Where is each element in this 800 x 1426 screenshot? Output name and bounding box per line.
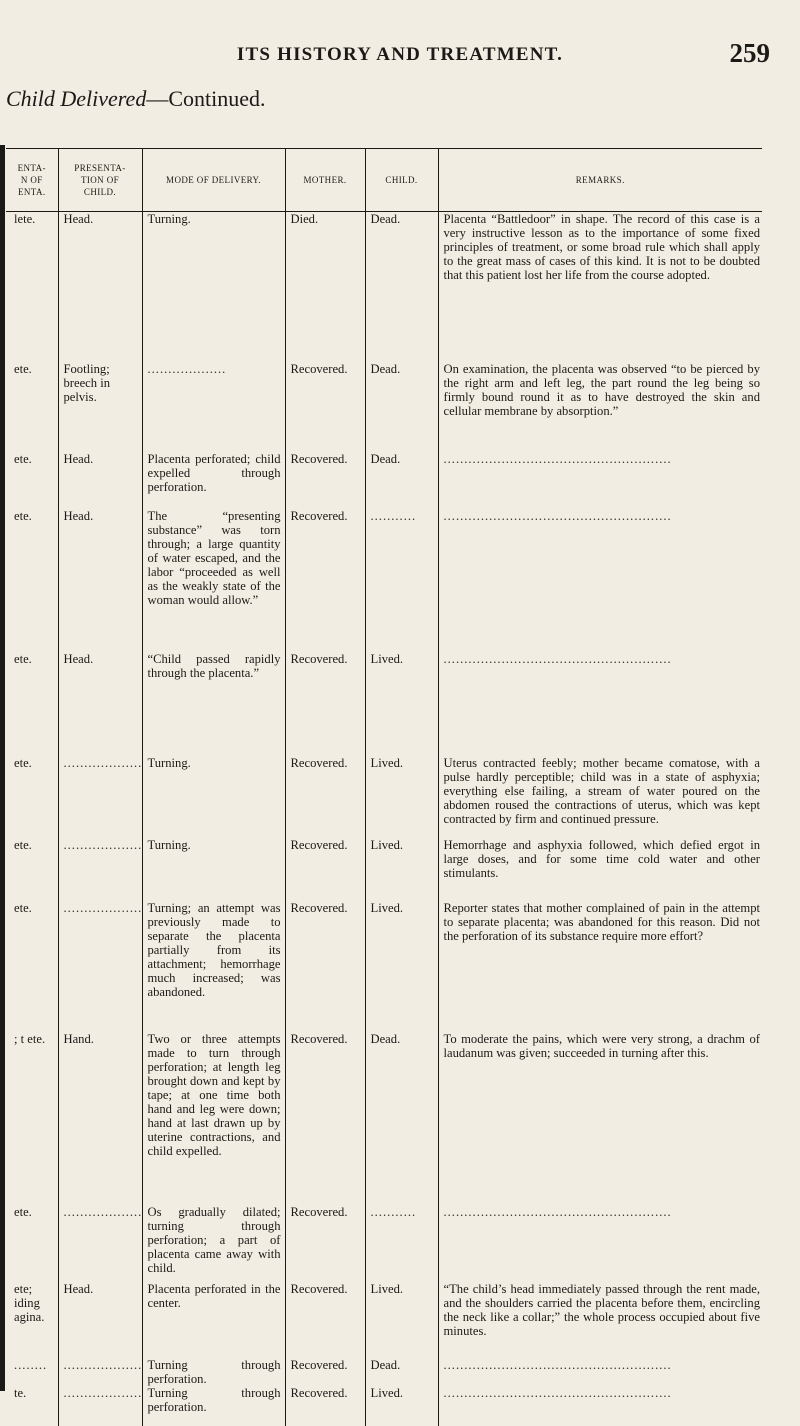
cell-delivery: “Child passed rapidly through the placenta.”: [142, 652, 285, 756]
cell-child: Lived.: [365, 1282, 438, 1358]
table-row: [6, 1032, 762, 1205]
cell-remarks: Placenta “Battledoor” in shape. The record of this case is a very instructive lesson as to the importance of some fixed principles of treatment, or some broad rule which shall apply to the great mass of cases of this kind. It is not to be doubted that this patient lost her life from the course adopted.: [438, 212, 762, 362]
table-row: [6, 838, 762, 901]
cell-mother: Recovered.: [285, 1205, 365, 1282]
cell-presentation: Head.: [58, 452, 142, 509]
col-header-mother: MOTHER.: [285, 149, 365, 212]
cell-delivery: Turning through perforation.: [142, 1358, 285, 1386]
table-row: [6, 901, 762, 1032]
cell-presentation: Head.: [58, 212, 142, 362]
cell-child: Lived.: [365, 756, 438, 838]
cell-mother: Recovered.: [285, 838, 365, 901]
cell-remarks: “The child’s head immediately passed through the rent made, and the shoulders carried the placenta before them, encircling the neck like a collar;” the whole process occupied about five minutes.: [438, 1282, 762, 1358]
cell-presentation: ...................: [58, 838, 142, 901]
col-header-placenta: ENTA- N OF ENTA.: [6, 149, 58, 212]
table-row: [6, 509, 762, 652]
table-row: [6, 652, 762, 756]
cell-delivery: The “presenting substance” was torn through; a large quantity of water escaped, and the labor “proceeded as well as the weakly state of the woman would allow.”: [142, 509, 285, 652]
cell-placenta: ete.: [14, 1204, 32, 1219]
cell-remarks: Uterus contracted feebly; mother became comatose, with a pulse hardly perceptible; child was in a state of asphyxia; everything else failing, a stream of water poured on the abdomen roused the contractions of uterus, which was kept contracted by firm and continued pressure.: [438, 756, 762, 838]
cell-presentation: Head.: [58, 652, 142, 756]
cell-child: Dead.: [365, 1358, 438, 1386]
cell-mother: Died.: [285, 212, 365, 362]
table-body: [6, 212, 762, 1426]
cell-child: Dead.: [365, 212, 438, 362]
cell-presentation: ...................: [58, 756, 142, 838]
subtitle-main: Child Delivered: [6, 86, 147, 111]
cell-mother: Recovered.: [285, 362, 365, 452]
cell-remarks: On examination, the placenta was observed “to be pierced by the right arm and left leg, the part round the leg being so firmly bound round it as to have destroyed the skin and cellular membrane by absorption.”: [438, 362, 762, 452]
cell-child: Lived.: [365, 1386, 438, 1426]
table-header-row: [6, 149, 762, 212]
cell-presentation: Footling; breech in pelvis.: [58, 362, 142, 452]
cell-remarks: .......................................................: [438, 1205, 762, 1282]
cell-presentation: Hand.: [58, 1032, 142, 1205]
cell-delivery: Two or three attempts made to turn through perforation; at length leg brought down and kept by tape; at one time both hand and leg were down; hand at last drawn up by uterine contractions, and child expelled.: [142, 1032, 285, 1205]
cell-child: Dead.: [365, 1032, 438, 1205]
col-header-remarks: REMARKS.: [438, 149, 762, 212]
cell-remarks: To moderate the pains, which were very strong, a drachm of laudanum was given; succeeded in turning after this.: [438, 1032, 762, 1205]
table-row: [6, 452, 762, 509]
cell-child: Dead.: [365, 362, 438, 452]
cell-mother: Recovered.: [285, 509, 365, 652]
table-row: [6, 1205, 762, 1282]
cell-remarks: Reporter states that mother complained of pain in the attempt to separate placenta; was abandoned for this reason. Did not the perforation of its substance require more effort?: [438, 901, 762, 1032]
subtitle-continued: —Continued.: [146, 86, 266, 111]
cell-mother: Recovered.: [285, 452, 365, 509]
cell-remarks: .......................................................: [438, 652, 762, 756]
cell-presentation: ...................: [58, 901, 142, 1032]
cell-delivery: Turning; an attempt was previously made to separate the placenta partially from its attachment; hemorrhage much increased; was abandoned.: [142, 901, 285, 1032]
cell-mother: Recovered.: [285, 1358, 365, 1386]
cell-mother: Recovered.: [285, 756, 365, 838]
cell-delivery: ...................: [142, 362, 285, 452]
cell-mother: Recovered.: [285, 901, 365, 1032]
cell-remarks: .......................................................: [438, 1386, 762, 1426]
cell-placenta: ete.: [14, 837, 32, 852]
cell-child: Lived.: [365, 652, 438, 756]
cell-child: ...........: [365, 1205, 438, 1282]
table-row: [6, 362, 762, 452]
cell-child: ...........: [365, 509, 438, 652]
cases-table: [6, 148, 762, 1426]
col-header-child: CHILD.: [365, 149, 438, 212]
table-row: [6, 212, 762, 362]
cell-delivery: Os gradually dilated; turning through perforation; a part of placenta came away with child.: [142, 1205, 285, 1282]
cell-delivery: Placenta perforated in the center.: [142, 1282, 285, 1358]
cell-child: Lived.: [365, 901, 438, 1032]
col-header-presentation: PRESENTA- TION OF CHILD.: [58, 149, 142, 212]
binding-edge: [0, 145, 5, 1391]
cell-placenta: te.: [14, 1385, 27, 1400]
cell-delivery: Turning.: [142, 838, 285, 901]
cell-placenta: ete; iding agina.: [14, 1281, 45, 1324]
table-row: [6, 1358, 762, 1386]
cell-remarks: .......................................................: [438, 509, 762, 652]
cell-remarks: .......................................................: [438, 452, 762, 509]
cell-presentation: Head.: [58, 509, 142, 652]
cell-placenta: ete.: [14, 508, 32, 523]
cell-remarks: Hemorrhage and asphyxia followed, which defied ergot in large doses, and for some time cold water and other stimulants.: [438, 838, 762, 901]
cell-placenta: lete.: [14, 212, 36, 226]
cell-placenta: ete.: [14, 451, 32, 466]
cell-delivery: Turning.: [142, 212, 285, 362]
cell-placenta: ........: [14, 1357, 48, 1372]
col-header-delivery: MODE OF DELIVERY.: [142, 149, 285, 212]
cell-placenta: ; t ete.: [14, 1031, 46, 1046]
cell-mother: Recovered.: [285, 1032, 365, 1205]
cell-child: Lived.: [365, 838, 438, 901]
cell-delivery: Turning.: [142, 756, 285, 838]
cell-delivery: Placenta perforated; child expelled through perforation.: [142, 452, 285, 509]
cell-placenta: ete.: [14, 651, 32, 666]
table-row: [6, 1282, 762, 1358]
table-row: [6, 1386, 762, 1426]
page-header: [0, 38, 800, 74]
cell-presentation: Head.: [58, 1282, 142, 1358]
cell-mother: Recovered.: [285, 1282, 365, 1358]
cell-placenta: ete.: [14, 900, 32, 915]
cell-mother: Recovered.: [285, 652, 365, 756]
cell-placenta: ete.: [14, 755, 32, 770]
section-subtitle: [6, 86, 266, 112]
cell-delivery: Turning through perforation.: [142, 1386, 285, 1426]
page-number: 259: [729, 38, 770, 68]
table-row: [6, 756, 762, 838]
cell-child: Dead.: [365, 452, 438, 509]
cell-presentation: ...................: [58, 1358, 142, 1386]
running-head: ITS HISTORY AND TREATMENT.: [236, 44, 564, 65]
cell-presentation: ...................: [58, 1386, 142, 1426]
cell-placenta: ete.: [14, 361, 32, 376]
cell-remarks: .......................................................: [438, 1358, 762, 1386]
cell-presentation: ...................: [58, 1205, 142, 1282]
cell-mother: Recovered.: [285, 1386, 365, 1426]
